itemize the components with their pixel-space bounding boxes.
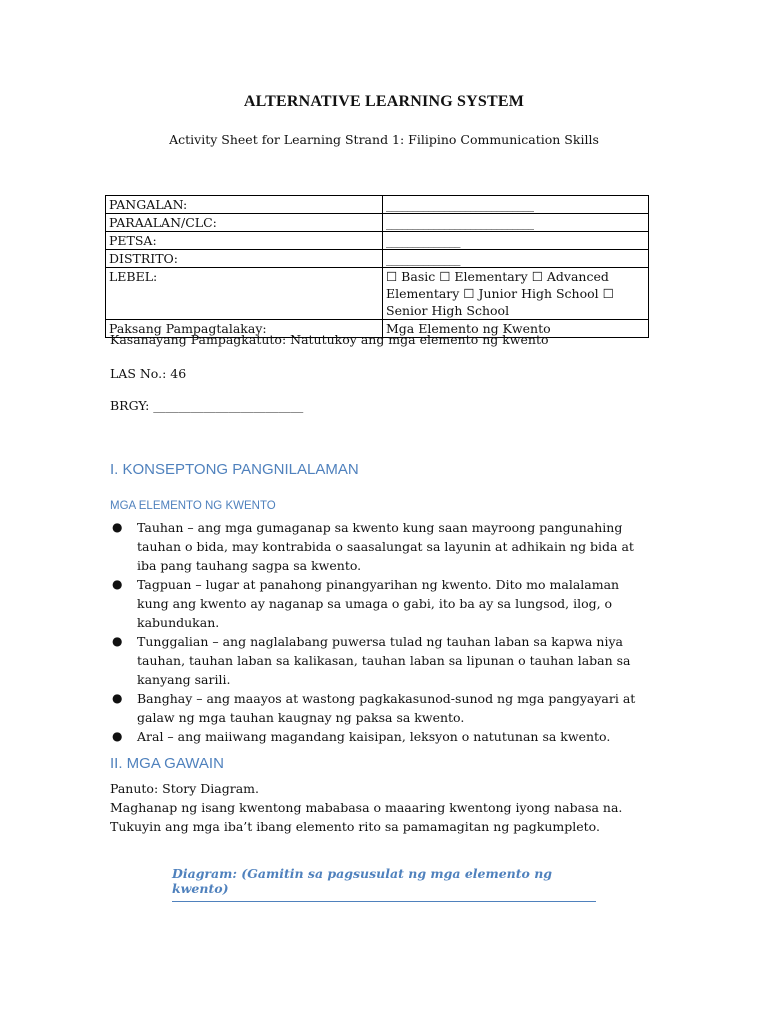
- list-item: [110, 689, 650, 727]
- list-item: [110, 575, 650, 632]
- table-row: [106, 214, 649, 232]
- list-item-text: Banghay – ang maayos at wastong pagkakasunod-sunod ng mga pangyayari at galaw ng mga tauhan kaugnay ng paksa sa kwento.: [137, 691, 636, 725]
- student-info-table: [105, 195, 649, 338]
- panuto-text: Panuto: Story Diagram.: [110, 781, 259, 796]
- petsa-label: PETSA:: [106, 232, 383, 250]
- paksa-value: Mga Elemento ng Kwento: [383, 320, 649, 338]
- bullet-icon: ●: [112, 634, 123, 648]
- pangalan-label: PANGALAN:: [106, 196, 383, 214]
- paksa-label: Paksang Pampagtalakay:: [106, 320, 383, 338]
- document-subtitle: Activity Sheet for Learning Strand 1: Filipino Communication Skills: [169, 132, 599, 147]
- bullet-icon: ●: [112, 729, 123, 743]
- las-number: LAS No.: 46: [110, 366, 187, 381]
- list-item: [110, 632, 650, 689]
- list-item: [110, 727, 650, 746]
- diagram-caption: Diagram: (Gamitin sa pagsusulat ng mga elemento ng kwento): [172, 866, 596, 902]
- table-row: [106, 196, 649, 214]
- lebel-label: LEBEL:: [106, 268, 383, 320]
- list-item-text: Aral – ang maiiwang magandang kaisipan, leksyon o natutunan sa kwento.: [137, 729, 611, 744]
- paaralan-field[interactable]: ____________________________: [383, 214, 649, 232]
- section2-heading: II. MGA GAWAIN: [110, 755, 224, 772]
- section1-heading: I. KONSEPTONG PANGNILALAMAN: [110, 461, 359, 478]
- distrito-label: DISTRITO:: [106, 250, 383, 268]
- brgy-field[interactable]: BRGY: ________________________: [110, 398, 304, 413]
- section2-instructions: [110, 779, 650, 836]
- kasanayan-text: Kasanayang Pampagkatuto: Natutukoy ang mga elemento ng kwento: [110, 332, 549, 347]
- bullet-icon: ●: [112, 691, 123, 705]
- list-item-text: Tagpuan – lugar at panahong pinangyarihan ng kwento. Dito mo malalaman kung ang kwento ay naganap sa umaga o gabi, ito ba ay sa lungsod, ilog, o kabundukan.: [137, 577, 620, 630]
- bullet-icon: ●: [112, 520, 123, 534]
- bullet-icon: ●: [112, 577, 123, 591]
- paaralan-label: PARAALAN/CLC:: [106, 214, 383, 232]
- document-title: ALTERNATIVE LEARNING SYSTEM: [243, 93, 525, 110]
- distrito-field[interactable]: ______________: [383, 250, 649, 268]
- section1-subheading: MGA ELEMENTO NG KWENTO: [110, 500, 276, 512]
- list-item: [110, 518, 650, 575]
- table-row: [106, 268, 649, 320]
- pangalan-field[interactable]: ____________________________: [383, 196, 649, 214]
- table-row: [106, 250, 649, 268]
- elements-list: [110, 518, 650, 746]
- table-row: [106, 232, 649, 250]
- petsa-field[interactable]: ______________: [383, 232, 649, 250]
- instruction-text: Maghanap ng isang kwentong mababasa o maaaring kwentong iyong nabasa na. Tukuyin ang mga iba’t ibang elemento rito sa pamamagitan ng pagkumpleto.: [110, 800, 623, 834]
- lebel-checkbox-options[interactable]: ☐ Basic ☐ Elementary ☐ Advanced Elementary ☐ Junior High School ☐ Senior High School: [383, 268, 649, 320]
- list-item-text: Tunggalian – ang naglalabang puwersa tulad ng tauhan laban sa kapwa niya tauhan, tauhan laban sa kalikasan, tauhan laban sa lipunan o tauhan laban sa kanyang sarili.: [137, 634, 631, 687]
- list-item-text: Tauhan – ang mga gumaganap sa kwento kung saan mayroong pangunahing tauhan o bida, may kontrabida o saasalungat sa layunin at adhikain ng bida at iba pang tauhang sagpa sa kwento.: [137, 520, 634, 573]
